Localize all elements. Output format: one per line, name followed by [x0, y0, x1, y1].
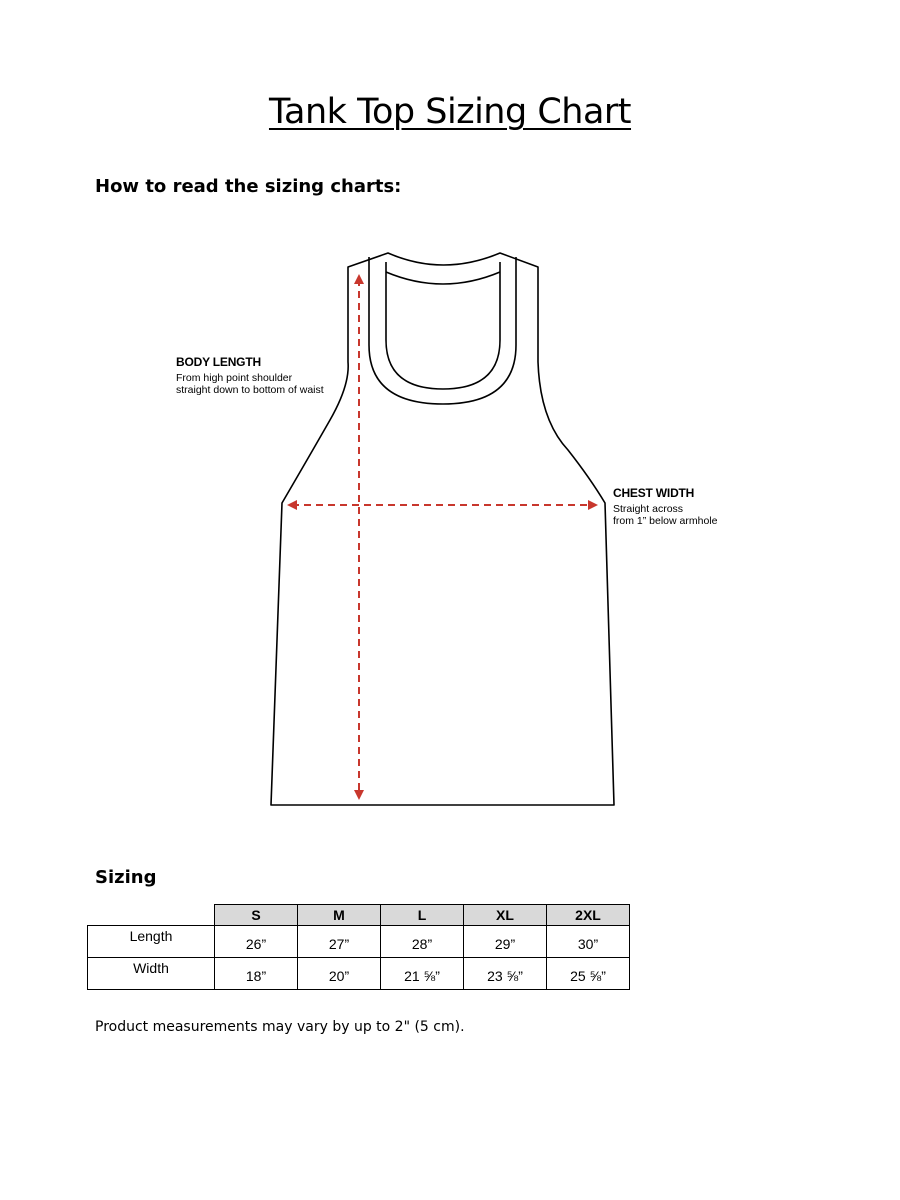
body-length-label: BODY LENGTH	[176, 355, 261, 369]
table-corner	[88, 905, 215, 926]
size-header-l: L	[381, 905, 464, 926]
table-cell: 20”	[298, 958, 381, 990]
chest-width-desc-line1: Straight across	[613, 502, 684, 515]
size-header-2xl: 2XL	[547, 905, 630, 926]
table-cell: 18”	[215, 958, 298, 990]
sizing-heading: Sizing	[95, 867, 157, 888]
table-cell: 26”	[215, 926, 298, 958]
table-cell: 25 ⅝”	[547, 958, 630, 990]
page-title: Tank Top Sizing Chart	[268, 92, 632, 132]
size-header-m: M	[298, 905, 381, 926]
table-cell: 27”	[298, 926, 381, 958]
table-cell: 21 ⅝”	[381, 958, 464, 990]
table-cell: 23 ⅝”	[464, 958, 547, 990]
sizing-table	[87, 904, 630, 990]
table-cell: 29”	[464, 926, 547, 958]
body-length-desc-line1: From high point shoulder	[176, 371, 293, 384]
body-length-annotation	[176, 356, 324, 397]
chest-width-annotation	[613, 487, 717, 528]
table-cell: 28”	[381, 926, 464, 958]
row-label-length: Length	[88, 926, 215, 958]
measurement-note: Product measurements may vary by up to 2" (5 cm).	[95, 1019, 465, 1035]
sizing-table-header-row	[88, 905, 630, 926]
table-row-width	[88, 958, 630, 990]
chest-width-desc-line2: from 1” below armhole	[613, 515, 718, 527]
row-label-width: Width	[88, 958, 215, 990]
size-header-xl: XL	[464, 905, 547, 926]
table-row-length	[88, 926, 630, 958]
table-cell: 30”	[547, 926, 630, 958]
how-to-read-heading: How to read the sizing charts:	[95, 176, 402, 197]
body-length-desc-line2: straight down to bottom of waist	[176, 384, 324, 396]
size-header-s: S	[215, 905, 298, 926]
tank-top-outline	[271, 253, 614, 805]
chest-width-label: CHEST WIDTH	[613, 486, 695, 500]
